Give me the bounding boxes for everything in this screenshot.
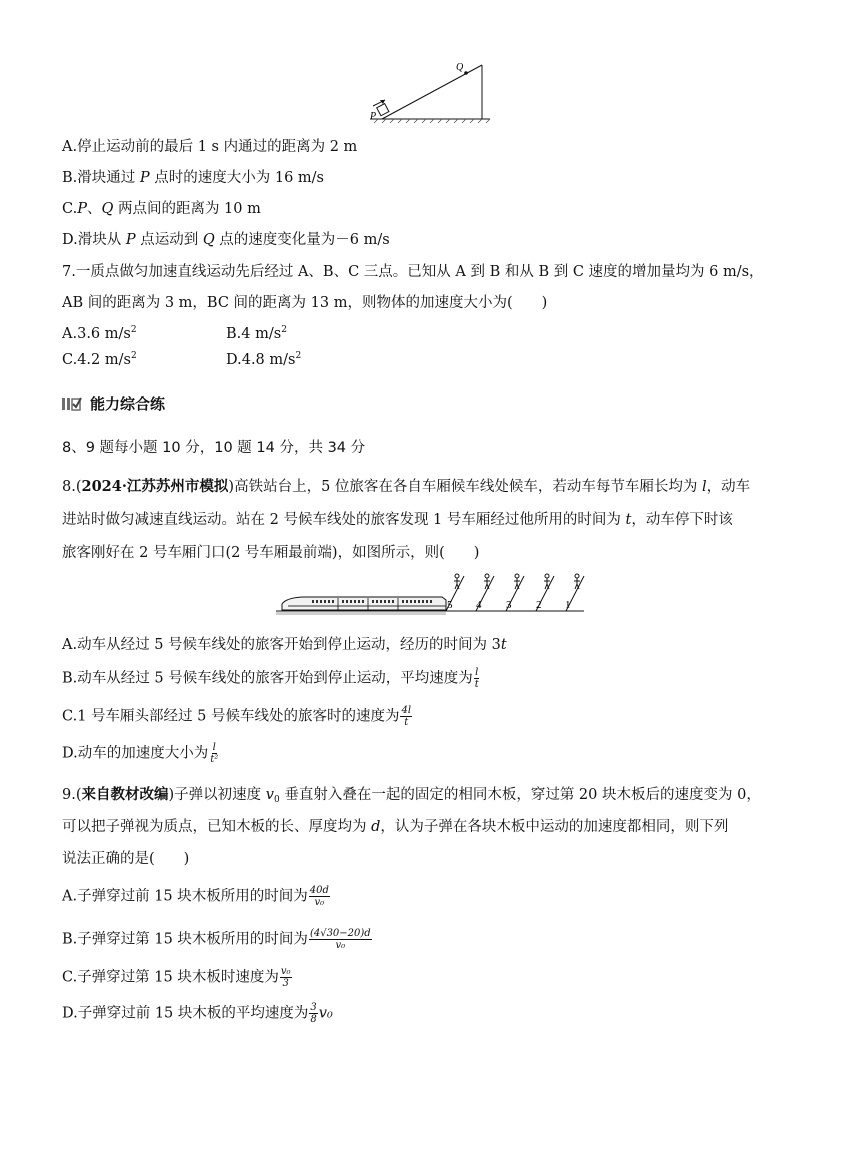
q6-option-c: C.P、Q 两点间的距离为 10 m [62,201,261,217]
q7-option-b: B.4 $m/s^2$ [226,325,287,342]
fraction: $\frac{l}{\text{t²}}$ [210,742,219,765]
fraction: $\frac{3}{8}$ [310,1002,317,1025]
fraction: $\frac{40d}{\text{v₀}}$ [309,885,329,908]
line-label-5: 5 [447,599,453,611]
q6-option-d: D.滑块从 P 点运动到 Q 点的速度变化量为－6 m/s [62,232,390,248]
q9-stem-line1: 9.(来自教材改编)子弹以初速度 $v_0$ 垂直射入叠在一起的固定的相同木板，穿过第 20 块木板后的速度变为 0， [62,786,761,805]
label-q: Q [456,62,464,73]
section-header [62,393,165,414]
q7-stem-line1: 7.一质点做匀加速直线运动先后经过 A、B、C 三点。已知从 A 到 B 和从 B 到 C 速度的增加量均为 6 m/s， [62,264,764,280]
track-base [276,612,446,615]
ground-hatch [374,119,490,123]
q8-option-c: C.1 号车厢头部经过 5 号候车线处的旅客时的速度为 $\frac{4l}{t}$ [62,705,412,728]
q9-option-a: A.子弹穿过前 15 块木板所用的时间为 $\frac{40d}{\text{v₀}}$ [62,885,329,908]
train-windows [312,600,432,603]
q6-option-b: B.滑块通过 P 点时的速度大小为 16 m/s [62,170,324,186]
fraction: $\frac{4l}{t}$ [401,705,412,728]
q7-stem-line2: AB 间的距离为 3 m，BC 间的距离为 13 m，则物体的加速度大小为( ) [62,295,548,311]
checklist-icon [62,396,82,412]
line-label-3: 3 [506,599,512,611]
q9-option-c: C.子弹穿过第 15 块木板时速度为 $\frac{\text{v₀}}{3}$ [62,966,291,989]
q7-option-a: A.3.6 $m/s^2$ [62,325,137,342]
q8-option-d: D.动车的加速度大小为 $\frac{l}{\text{t²}}$ [62,742,219,765]
q9-stem-line3: 说法正确的是( ) [62,851,190,867]
q7-option-c: C.4.2 $m/s^2$ [62,351,137,368]
fraction: $\frac{l}{t}$ [474,667,479,690]
score-line: 8、9 题每小题 10 分，10 题 14 分，共 34 分 [62,440,366,456]
fraction: $\frac{(4√30-20)d}{\text{v₀}}$ [309,928,371,951]
slider-block [377,104,389,116]
q7-option-d: D.4.8 $m/s^2$ [226,351,302,368]
passenger-markers [446,574,584,611]
section-title: 能力综合练 [90,395,166,413]
q8-stem-line3: 旅客刚好在 2 号车厢门口(2 号车厢最前端)，如图所示，则( ) [62,545,480,561]
q8-stem-line1: 8.(2024·江苏苏州市模拟)高铁站台上，5 位旅客在各自车厢候车线处候车，若动车每节车厢长均为 l，动车 [62,478,751,495]
train-body [282,597,446,610]
train-figure [274,570,586,620]
q6-option-a: A.停止运动前的最后 1 s 内通过的距离为 2 m [62,139,358,155]
line-label-1: 1 [565,599,571,611]
incline-figure [360,55,500,130]
q8-source: 2024·江苏苏州市模拟 [81,478,229,495]
q7-options-row1 [62,324,287,344]
label-p: P [370,111,377,122]
q8-option-b: B.动车从经过 5 号候车线处的旅客开始到停止运动，平均速度为 $\frac{l}{t}$ [62,667,479,690]
line-label-4: 4 [476,599,482,611]
point-q [464,71,468,75]
q9-stem-line2: 可以把子弹视为质点，已知木板的长、厚度均为 d，认为子弹在各块木板中运动的加速度都相同，则下列 [62,819,729,835]
q9-source: 来自教材改编 [81,786,169,803]
fraction: $\frac{\text{v₀}}{3}$ [280,966,291,989]
q7-options-row2 [62,350,302,370]
q8-option-a: A.动车从经过 5 号候车线处的旅客开始到停止运动，经历的时间为 3t [62,637,507,653]
line-label-2: 2 [536,599,542,611]
q8-stem-line2: 进站时做匀减速直线运动。站在 2 号候车线处的旅客发现 1 号车厢经过他所用的时间为 t，动车停下时该 [62,512,733,528]
q9-option-b: B.子弹穿过第 15 块木板所用的时间为 $\frac{(4√30-20)d}{\text{v₀}}$ [62,928,371,951]
q9-option-d: D.子弹穿过前 15 块木板的平均速度为 $\frac{3}{8}$ v₀ [62,1002,333,1025]
